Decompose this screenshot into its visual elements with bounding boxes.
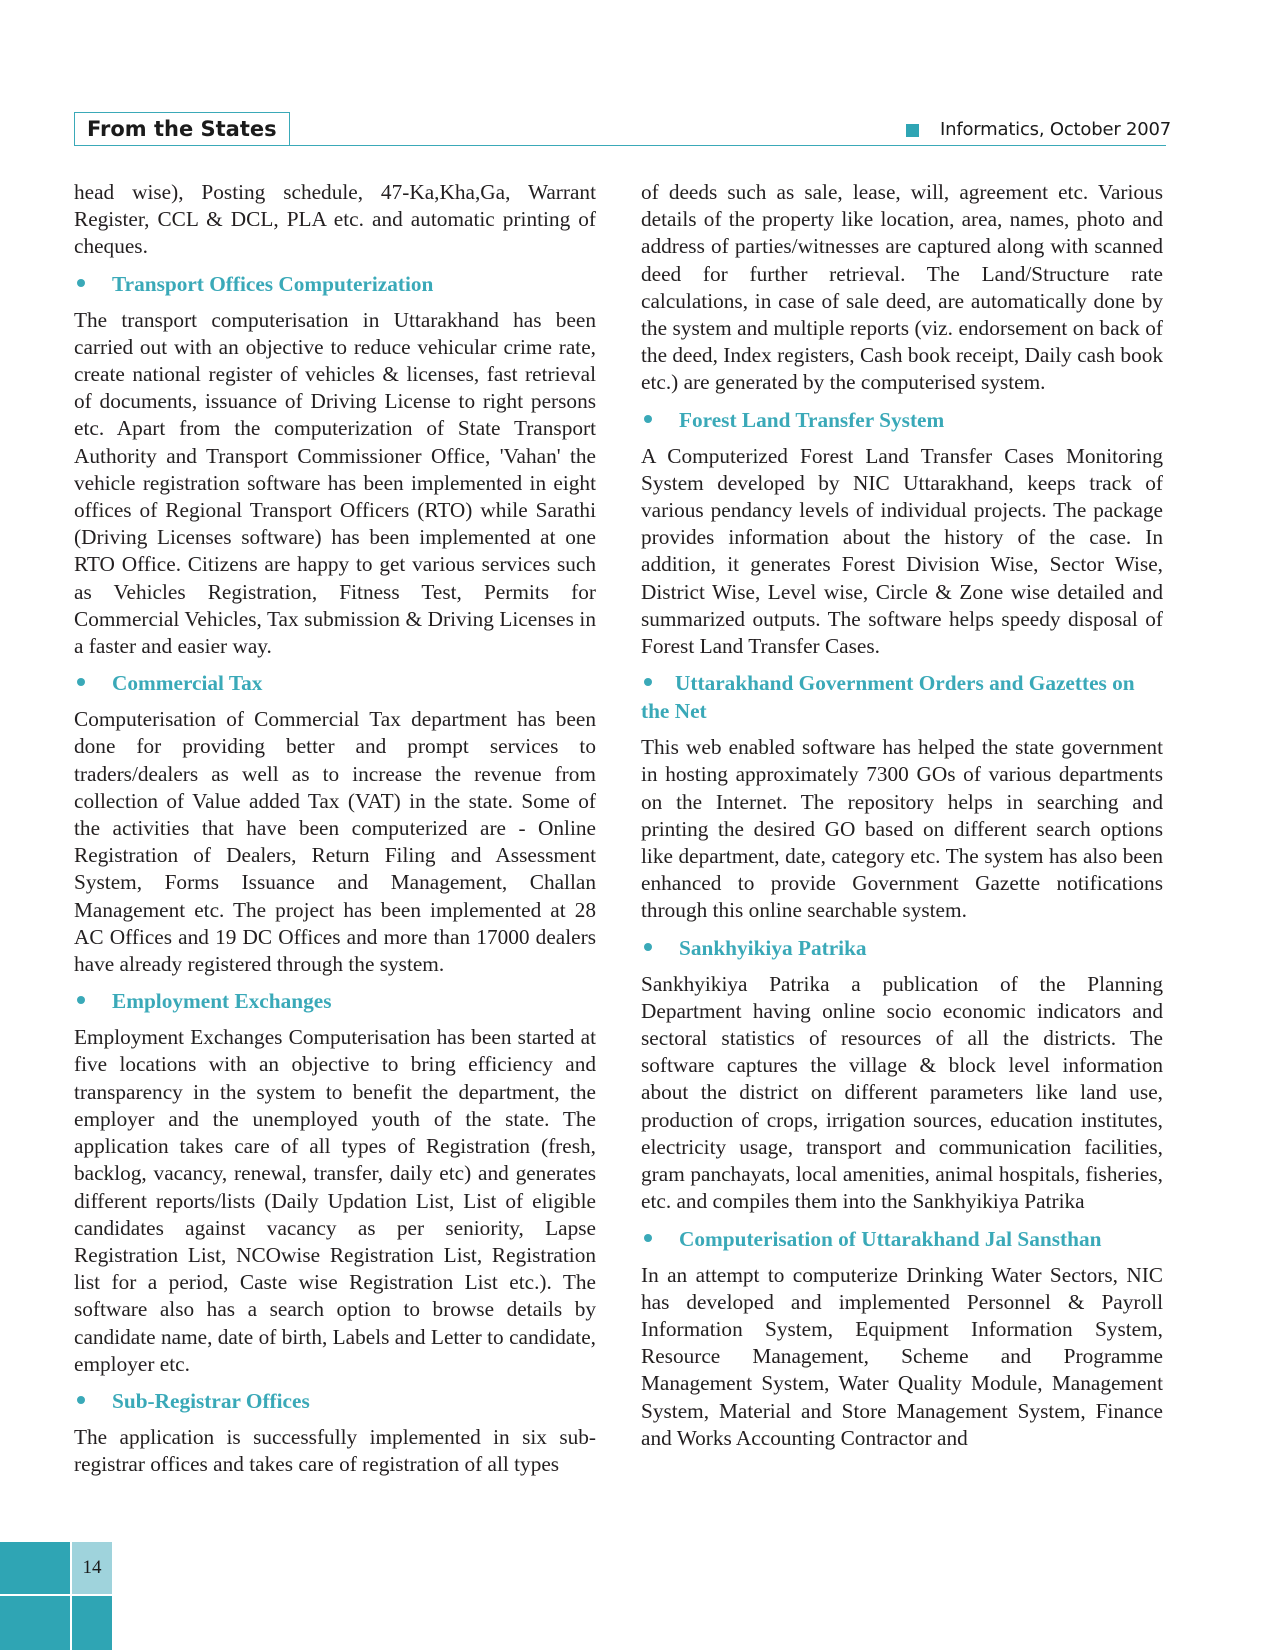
paragraph: of deeds such as sale, lease, will, agreement etc. Various details of the property like location, area, names, photo and address of parties/witnesses are captured along with scanned deed for further retrieval. The Land/Structure rate calculations, in case of sale deed, are automatically done by the system and multiple reports (viz. endorsement on back of the deed, Index registers, Cash book receipt, Daily cash book etc.) are generated by the computerised system. (641, 180, 1163, 395)
section-heading (641, 669, 1163, 725)
paragraph: Employment Exchanges Computerisation has been started at five locations with an objective to bring efficiency and transparency in the system to benefit the department, the employer and the unemployed youth of the state. The application takes care of all types of Registration (fresh, backlog, vacancy, renewal, transfer, daily etc) and generates different reports/lists (Daily Updation List, List of eligible candidates against vacancy as per seniority, Lapse Registration List, NCOwise Registration List, Registration list for a period, Caste wise Registration List etc.). The software also has a search option to browse details by candidate name, date of birth, Labels and Letter to candidate, employer etc. (74, 1025, 596, 1376)
section-heading (641, 406, 1163, 434)
bullet-icon (77, 1396, 85, 1404)
section-heading (74, 1387, 596, 1415)
section-heading (74, 270, 596, 298)
heading-text: Computerisation of Uttarakhand Jal Sansthan (679, 1226, 1102, 1251)
bullet-icon (644, 678, 652, 686)
header-rule (74, 145, 1166, 146)
paragraph: In an attempt to computerize Drinking Water Sectors, NIC has developed and implemented Personnel & Payroll Information System, Equipment Information System, Resource Management, Scheme and Programme Management System, Water Quality Module, Management System, Material and Store Management System, Finance and Works Accounting Contractor and (641, 1262, 1163, 1450)
bullet-icon (77, 996, 85, 1004)
section-heading (74, 669, 596, 697)
bullet-icon (77, 279, 85, 287)
left-column (74, 179, 596, 1478)
paragraph: The application is successfully implemented in six sub-registrar offices and takes care of registration of all types (74, 1424, 596, 1477)
bullet-icon (644, 943, 652, 951)
footer-decoration (0, 1542, 70, 1594)
heading-text: Sankhyikiya Patrika (679, 935, 867, 960)
paragraph: A Computerized Forest Land Transfer Cases Monitoring System developed by NIC Uttarakhand, keeps track of various pendancy levels of individual projects. The package provides information about the history of the case. In addition, it generates Forest Division Wise, Sector Wise, District Wise, Level wise, Circle & Zone wise detailed and summarized outputs. The software helps speedy disposal of Forest Land Transfer Cases. (641, 443, 1163, 659)
footer-decoration (0, 1596, 70, 1650)
square-bullet-icon (906, 124, 919, 137)
paragraph: This web enabled software has helped the state government in hosting approximately 7300 GOs of various departments on the Internet. The repository helps in searching and printing the desired GO based on different search options like department, date, category etc. The system has also been enhanced to provide Government Gazette notifications through this online searchable system. (641, 735, 1163, 923)
paragraph: Sankhyikiya Patrika a publication of the Planning Department having online socio economic indicators and sectoral statistics of resources of all the districts. The software captures the village & block level information about the district on different parameters like land use, production of crops, irrigation sources, education institutes, electricity usage, transport and communication facilities, gram panchayats, local amenities, animal hospitals, fisheries, etc. and compiles them into the Sankhyikiya Patrika (641, 971, 1163, 1214)
heading-text: Commercial Tax (112, 671, 263, 696)
paragraph: Computerisation of Commercial Tax department has been done for providing better and prompt services to traders/dealers as well as to increase the revenue from collection of Value added Tax (VAT) in the state. Some of the activities that have been computerized are - Online Registration of Dealers, Return Filing and Assessment System, Forms Issuance and Management, Challan Management etc. The project has been implemented at 28 AC Offices and 19 DC Offices and more than 17000 dealers have already registered through the system. (74, 707, 596, 977)
section-heading (74, 987, 596, 1015)
paragraph: The transport computerisation in Uttarakhand has been carried out with an objective to reduce vehicular crime rate, create national register of vehicles & licenses, fast retrieval of documents, issuance of Driving License to right persons etc. Apart from the computerization of State Transport Authority and Transport Commissioner Office, 'Vahan' the vehicle registration software has been implemented in eight offices of Regional Transport Officers (RTO) while Sarathi (Driving Licenses software) has been implemented at one RTO Office. Citizens are happy to get various services such as Vehicles Registration, Fitness Test, Permits for Commercial Vehicles, Tax submission & Driving Licenses in a faster and easier way. (74, 307, 596, 659)
right-column (641, 179, 1163, 1452)
section-heading (641, 934, 1163, 962)
bullet-icon (644, 1234, 652, 1242)
paragraph: head wise), Posting schedule, 47-Ka,Kha,Ga, Warrant Register, CCL & DCL, PLA etc. and automatic printing of cheques. (74, 180, 596, 259)
page-number: 14 (82, 1557, 102, 1578)
publication-info: Informatics, October 2007 (940, 119, 1172, 140)
heading-text: Forest Land Transfer System (679, 407, 945, 432)
heading-text: Employment Exchanges (112, 989, 332, 1014)
heading-text: Transport Offices Computerization (112, 271, 434, 296)
heading-text: Sub-Registrar Offices (112, 1388, 310, 1413)
bullet-icon (644, 415, 652, 423)
footer-decoration (72, 1596, 112, 1650)
section-heading (641, 1225, 1163, 1253)
heading-text: Uttarakhand Government Orders and Gazettes on the Net (641, 671, 1135, 724)
section-title: From the States (74, 112, 290, 145)
bullet-icon (77, 678, 85, 686)
